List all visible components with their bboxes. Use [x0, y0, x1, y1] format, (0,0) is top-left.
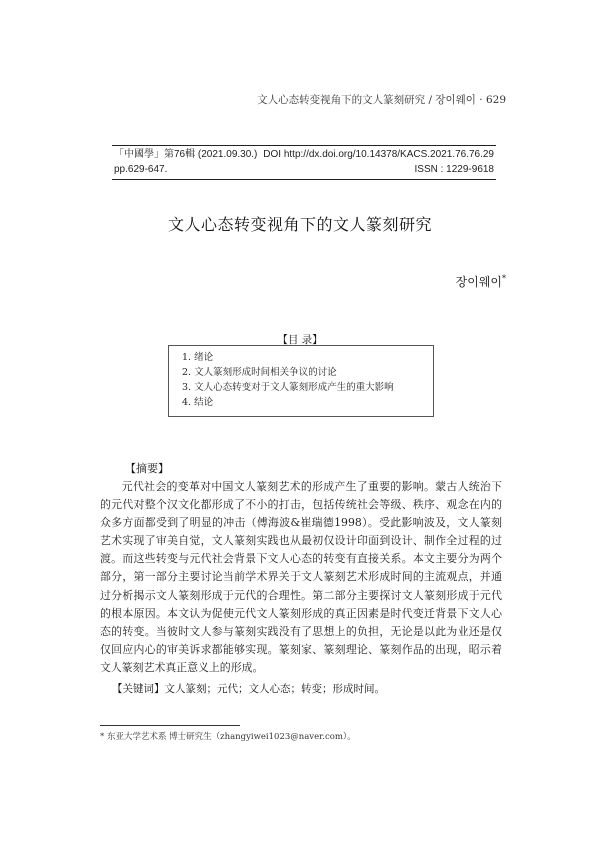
- abstract-heading: 【摘要】: [125, 462, 169, 475]
- footnote: * 东亚大学艺术系 博士研究生（zhangyiwei1023@naver.com）。: [100, 732, 356, 742]
- table-of-contents: [168, 345, 434, 417]
- publication-info: [112, 145, 496, 180]
- doi-link[interactable]: DOI http://dx.doi.org/10.14378/KACS.2021.76.76.29: [263, 149, 494, 160]
- running-header: 文人心态转变视角下的文人篆刻研究 / 장이웨이 · 629: [257, 94, 506, 106]
- abstract-text: 元代社会的变革对中国文人篆刻艺术的形成产生了重要的影响。蒙古人统治下的元代对整个汉文化都形成了不小的打击，包括传统社会等级、秩序、观念在内的众多方面都受到了明显的冲击（傅海波&崔瑞德1998）。受此影响波及，文人篆刻艺术实现了审美自觉，文人篆刻实践也从最初仅设计印面到设计、制作全过程的过渡。而这些转变与元代社会背景下文人心态的转变有直接关系。本文主要分为两个部分，第一部分主要讨论当前学术界关于文人篆刻艺术形成时间的主流观点，并通过分析揭示文人篆刻形成于元代的合理性。第二部分主要探讨文人篆刻形成于元代的根本原因。本文认为促使元代文人篆刻形成的真正因素是时代变迁背景下文人心态的转变。当彼时文人参与篆刻实践没有了思想上的负担，无论是以此为业还是仅仅回应内心的审美诉求都能够实现。篆刻家、篆刻理论、篆刻作品的出现，昭示着文人篆刻艺术真正意义上的形成。: [100, 480, 502, 674]
- page-range: pp.629-647.: [114, 164, 168, 175]
- footnote-divider: [100, 725, 240, 726]
- toc-item: 3. 文人心态转变对于文人篆刻形成产生的重大影响: [182, 382, 394, 393]
- toc-item: 1. 绪论: [182, 352, 214, 363]
- author: [456, 273, 506, 290]
- author-footnote-mark: *: [502, 274, 506, 283]
- issn: ISSN : 1229-9618: [414, 164, 494, 175]
- toc-item: 4. 结论: [182, 397, 214, 408]
- toc-label: 【目 录】: [277, 334, 323, 346]
- keywords: 【关键词】文人篆刻；元代；文人心态；转变；形成时间。: [112, 683, 385, 695]
- author-name: 장이웨이: [455, 275, 502, 289]
- toc-item: 2. 文人篆刻形成时间相关争议的讨论: [182, 367, 337, 378]
- paper-title: 文人心态转变视角下的文人篆刻研究: [167, 215, 432, 234]
- journal-info: 「中國學」第76輯 (2021.09.30.): [114, 149, 258, 160]
